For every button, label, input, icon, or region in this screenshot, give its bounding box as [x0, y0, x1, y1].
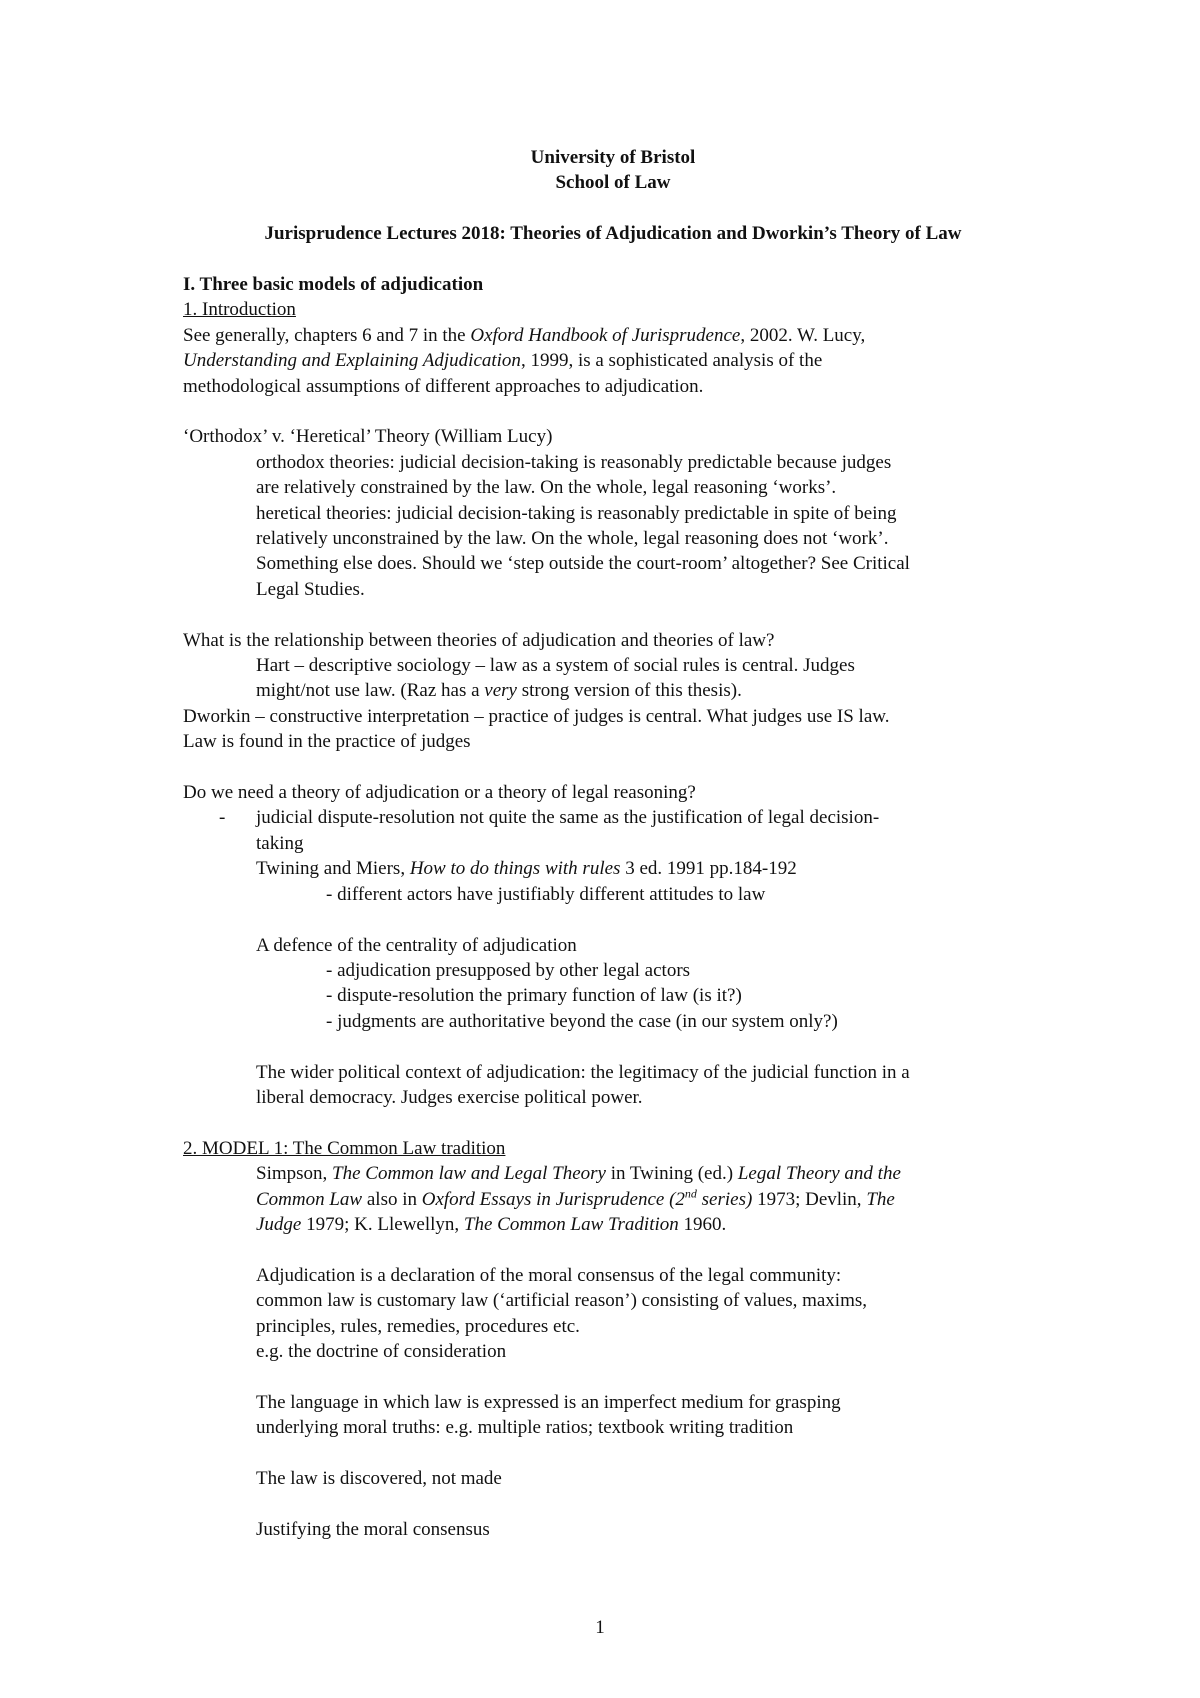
page-number: 1 [595, 1617, 605, 1638]
justifying-line: Justifying the moral consensus [256, 1518, 490, 1540]
list-item: - dispute-resolution the primary function of law (is it?) [326, 985, 742, 1007]
adjudication-paragraph: Adjudication is a declaration of the moral consensus of the legal community: common law is customary law (‘artificial reason’) consisting of values, maxims, principles, rules, remedies, procedures etc. e.g. the doctrine of consideration [256, 1264, 868, 1362]
orthodox-heading: ‘Orthodox’ v. ‘Heretical’ Theory (William Lucy) [183, 426, 553, 448]
model1-heading: 2. MODEL 1: The Common Law tradition [183, 1137, 506, 1159]
language-paragraph: The language in which law is expressed is an imperfect medium for grasping underlying moral truths: e.g. multiple ratios; textbook writing tradition [256, 1391, 841, 1439]
defence-heading: A defence of the centrality of adjudication [256, 934, 577, 956]
theory-question: Do we need a theory of adjudication or a theory of legal reasoning? [183, 782, 696, 804]
wider-context-paragraph: The wider political context of adjudication: the legitimacy of the judicial function in a liberal democracy. Judges exercise political power. [256, 1061, 910, 1108]
relationship-question: What is the relationship between theories of adjudication and theories of law? [183, 629, 775, 651]
twining-reference: Twining and Miers, How to do things with rules 3 ed. 1991 pp.184-192 [256, 858, 797, 880]
orthodox-paragraph: orthodox theories: judicial decision-taking is reasonably predictable because judges are relatively constrained by the law. On the whole, legal reasoning ‘works’. heretical theories: judicial decision-taking is reasonably predictable in spite of being relatively unconstrained by the law. On the whole, legal reasoning does not ‘work’. Something else does. Should we ‘step outside the court-room’ altogether? See Critical Legal Studies. [256, 451, 910, 600]
subsection-heading-introduction: 1. Introduction [183, 299, 296, 321]
intro-paragraph: See generally, chapters 6 and 7 in the Oxford Handbook of Jurisprudence, 2002. W. Lucy, Understanding and Explaining Adjudication, 1999, is a sophisticated analysis of the methodological assumptions of different approaches to adjudication. [183, 324, 866, 397]
section-heading: I. Three basic models of adjudication [183, 274, 484, 295]
list-item: - adjudication presupposed by other legal actors [326, 959, 691, 981]
discovered-line: The law is discovered, not made [256, 1467, 502, 1489]
actors-line: - different actors have justifiably different attitudes to law [326, 883, 766, 905]
school-name: School of Law [555, 172, 671, 194]
dworkin-line-2: Law is found in the practice of judges [183, 731, 471, 753]
dash-bullet: - [219, 807, 226, 829]
university-name: University of Bristol [530, 147, 696, 168]
list-item: - judicial dispute-resolution not quite the same as the justification of legal decision- taking Twining and Miers, How to do things with rules 3 ed. 1991 pp.184-192 [183, 805, 1043, 881]
dworkin-line: Dworkin – constructive interpretation – practice of judges is central. What judges use IS law. [183, 705, 890, 727]
document-title: Jurisprudence Lectures 2018: Theories of Adjudication and Dworkin’s Theory of Law [264, 223, 962, 245]
model1-references: Simpson, The Common law and Legal Theory in Twining (ed.) Legal Theory and the Common Law also in Oxford Essays in Jurisprudence (2nd series) 1973; Devlin, The Judge 1979; K. Llewellyn, The Common Law Tradition 1960. [256, 1163, 901, 1235]
defence-list [183, 958, 1043, 1034]
hart-paragraph: Hart – descriptive sociology – law as a system of social rules is central. Judges might/not use law. (Raz has a very strong version of this thesis). [256, 655, 855, 702]
list-item: - judgments are authoritative beyond the case (in our system only?) [326, 1010, 838, 1032]
document-page [183, 145, 1043, 1542]
